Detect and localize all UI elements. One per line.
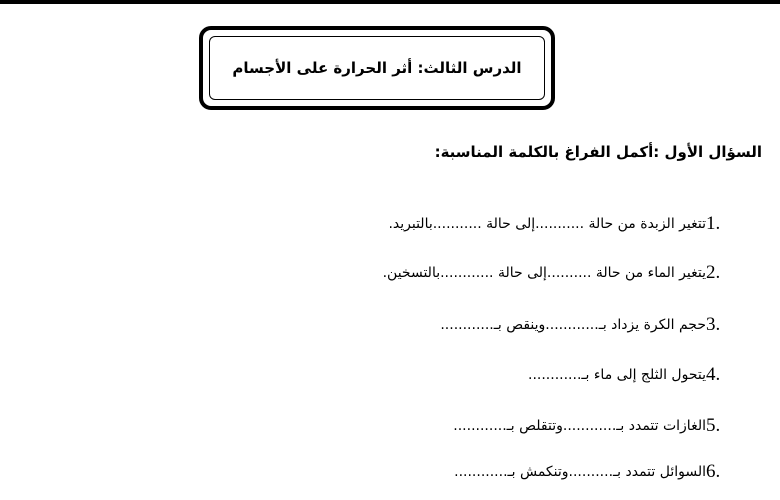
item-number: 1. bbox=[706, 213, 721, 234]
list-item bbox=[454, 458, 740, 486]
list-item bbox=[440, 311, 740, 339]
item-text: السوائل تتمدد بـ..........وتنكمش بـ............ bbox=[454, 464, 706, 480]
item-number: 6. bbox=[706, 461, 721, 482]
lesson-title: الدرس الثالث: أثر الحرارة على الأجسام bbox=[232, 59, 522, 77]
list-item bbox=[388, 210, 740, 238]
list-item bbox=[453, 412, 740, 440]
item-number: 4. bbox=[706, 364, 721, 385]
item-number: 5. bbox=[706, 415, 721, 436]
item-number: 3. bbox=[706, 314, 721, 335]
lesson-title-frame bbox=[199, 26, 555, 110]
question-heading: السؤال الأول :أكمل الفراغ بالكلمة المناسبة: bbox=[434, 143, 762, 161]
list-item bbox=[528, 361, 740, 389]
item-text: الغازات تتمدد بـ............وتتقلص بـ............ bbox=[453, 418, 706, 434]
list-item bbox=[383, 259, 740, 287]
item-number: 2. bbox=[706, 262, 721, 283]
top-border-line bbox=[0, 0, 780, 4]
item-text: تتغير الزبدة من حالة ...........إلى حالة ...........بالتبريد. bbox=[388, 216, 706, 232]
item-text: حجم الكرة يزداد بـ............وينقص بـ............ bbox=[440, 317, 706, 333]
item-text: يتغير الماء من حالة ..........إلى حالة ............بالتسخين. bbox=[382, 265, 706, 281]
item-text: يتحول الثلج إلى ماء بـ............ bbox=[528, 367, 706, 383]
lesson-title-inner-frame bbox=[209, 36, 545, 100]
